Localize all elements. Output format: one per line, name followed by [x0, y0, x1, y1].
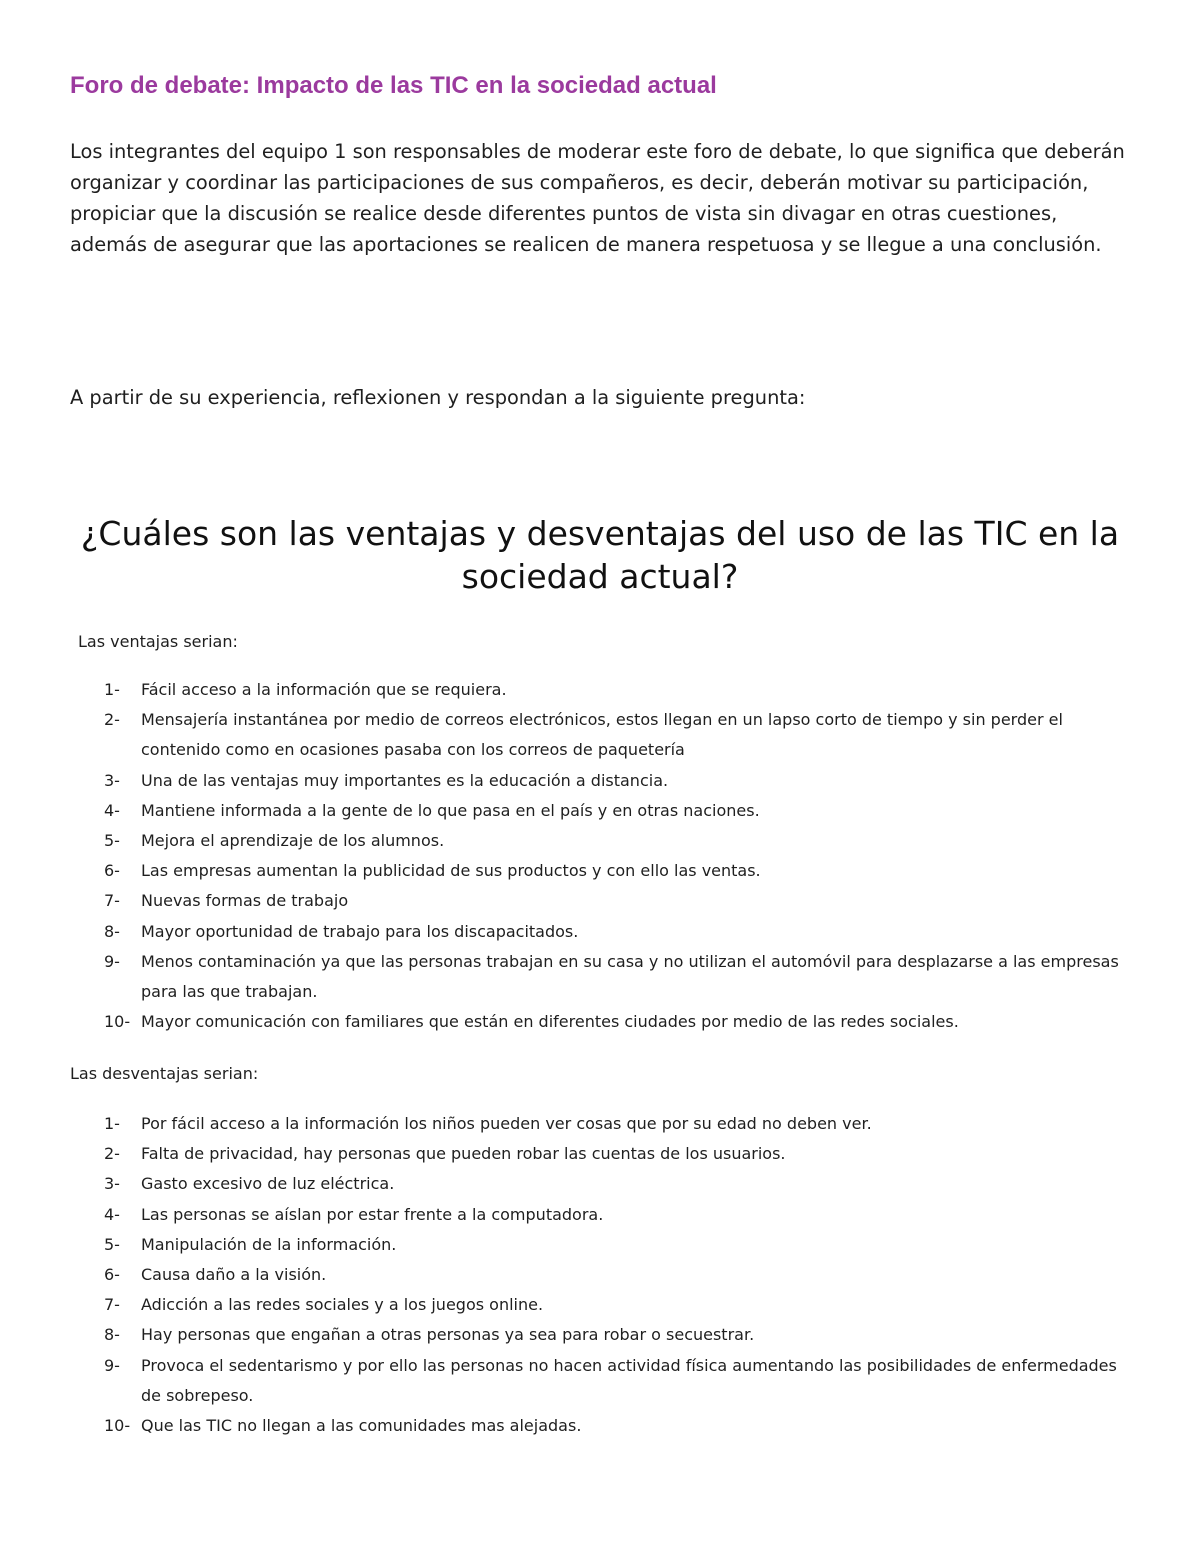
list-item	[0, 826, 1141, 856]
list-item	[0, 1411, 1141, 1441]
list-item-number: 4-	[104, 800, 120, 820]
list-item	[0, 1109, 1141, 1139]
list-item	[0, 1230, 1141, 1260]
list-item	[0, 1320, 1141, 1350]
list-item	[0, 886, 1141, 916]
list-item	[0, 796, 1141, 826]
list-item-number: 4-	[104, 1204, 120, 1224]
list-item	[0, 917, 1141, 947]
list-item-number: 10-	[104, 1012, 131, 1032]
list-item-number: 8-	[104, 921, 120, 941]
list-item-number: 6-	[104, 861, 120, 881]
list-item-text: Hay personas que engañan a otras personas ya sea para robar o secuestrar.	[141, 1325, 755, 1345]
list-item-number: 2-	[104, 710, 120, 730]
list-item-number: 9-	[104, 1355, 120, 1375]
list-item-text: Gasto excesivo de luz eléctrica.	[141, 1174, 395, 1194]
list-item	[0, 947, 1141, 1007]
list-item-text: Adicción a las redes sociales y a los juegos online.	[141, 1295, 544, 1315]
list-item	[0, 766, 1141, 796]
list-item-number: 2-	[104, 1144, 120, 1164]
list-item-text: Que las TIC no llegan a las comunidades mas alejadas.	[141, 1416, 582, 1436]
list-item	[0, 705, 1141, 765]
list-item-number: 5-	[104, 831, 120, 851]
list-item	[0, 1260, 1141, 1290]
desventajas-label: Las desventajas serian:	[70, 1064, 259, 1083]
list-item-number: 1-	[104, 680, 120, 699]
list-item	[0, 856, 1141, 886]
list-item-number: 1-	[104, 1114, 120, 1133]
list-item-text: Provoca el sedentarismo y por ello las personas no hacen actividad física aumentando las posibilidades de enfermedades de sobrepeso.	[141, 1355, 1117, 1405]
list-item-number: 3-	[104, 1174, 120, 1194]
list-item	[0, 1290, 1141, 1320]
list-item-number: 8-	[104, 1325, 120, 1345]
list-item	[0, 1200, 1141, 1230]
list-item-text: Fácil acceso a la información que se requiera.	[141, 680, 507, 699]
list-item-number: 5-	[104, 1234, 120, 1254]
list-item-number: 10-	[104, 1416, 131, 1436]
list-item-text: Mantiene informada a la gente de lo que pasa en el país y en otras naciones.	[141, 800, 760, 820]
list-item-text: Las empresas aumentan la publicidad de sus productos y con ello las ventas.	[141, 861, 761, 881]
list-item-text: Por fácil acceso a la información los niños pueden ver cosas que por su edad no deben ver.	[141, 1114, 872, 1133]
list-item-number: 7-	[104, 1295, 120, 1315]
list-item-text: Mayor comunicación con familiares que están en diferentes ciudades por medio de las redes sociales.	[141, 1012, 959, 1032]
list-item-text: Nuevas formas de trabajo	[141, 891, 349, 911]
desventajas-list	[0, 1109, 1141, 1441]
list-item-text: Menos contaminación ya que las personas trabajan en su casa y no utilizan el automóvil para desplazarse a las empresas para las que trabajan.	[141, 951, 1119, 1002]
question-heading: ¿Cuáles son las ventajas y desventajas del uso de las TIC en la sociedad actual?	[80, 514, 1120, 596]
list-item-number: 6-	[104, 1265, 120, 1285]
list-item-text: Mayor oportunidad de trabajo para los discapacitados.	[141, 921, 579, 941]
list-item-text: Falta de privacidad, hay personas que pueden robar las cuentas de los usuarios.	[141, 1144, 786, 1164]
document-title: Foro de debate: Impacto de las TIC en la sociedad actual	[70, 72, 717, 99]
list-item	[0, 1139, 1141, 1169]
intro-paragraph: Los integrantes del equipo 1 son responsables de moderar este foro de debate, lo que significa que deberán organizar y coordinar las participaciones de sus compañeros, es decir, deberán motivar su participación, propiciar que la discusión se realice desde diferentes puntos de vista sin divagar en otras cuestiones, además de asegurar que las aportaciones se realicen de manera respetuosa y se llegue a una conclusión.	[70, 140, 1125, 256]
list-item-number: 3-	[104, 770, 120, 790]
list-item	[0, 1169, 1141, 1199]
list-item-text: Mejora el aprendizaje de los alumnos.	[141, 831, 445, 851]
prompt-paragraph: A partir de su experiencia, reflexionen y respondan a la siguiente pregunta:	[70, 386, 806, 409]
list-item-text: Mensajería instantánea por medio de correos electrónicos, estos llegan en un lapso corto de tiempo y sin perder el contenido como en ocasiones pasaba con los correos de paquetería	[141, 710, 1063, 760]
list-item-text: Las personas se aíslan por estar frente a la computadora.	[141, 1204, 604, 1224]
list-item-number: 9-	[104, 951, 120, 971]
list-item	[0, 675, 1141, 705]
ventajas-list	[0, 675, 1141, 1037]
list-item-text: Una de las ventajas muy importantes es la educación a distancia.	[141, 770, 669, 790]
list-item-number: 7-	[104, 891, 120, 911]
ventajas-label: Las ventajas serian:	[78, 632, 238, 651]
list-item	[0, 1007, 1141, 1037]
list-item-text: Manipulación de la información.	[141, 1234, 397, 1254]
list-item	[0, 1351, 1141, 1411]
list-item-text: Causa daño a la visión.	[141, 1265, 327, 1285]
